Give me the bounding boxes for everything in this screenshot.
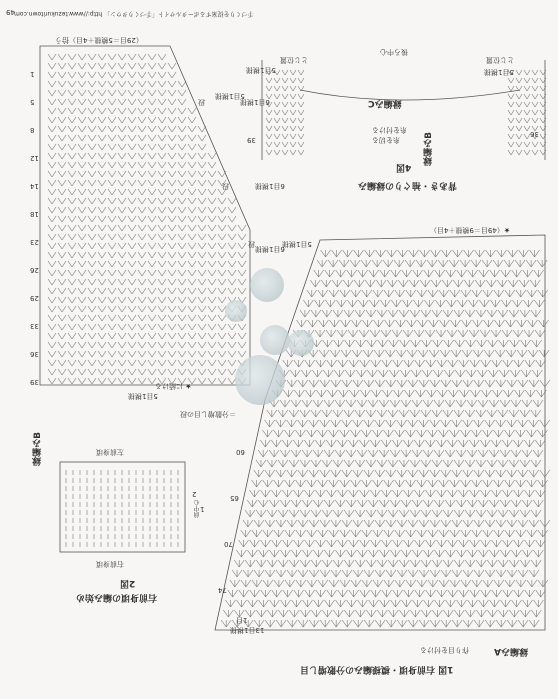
- site-note: 手づくりを提案するポータルサイト「手づくりタウン」 http://www.tezukuritown.com: [14, 10, 254, 17]
- tl-row-number: 33: [30, 322, 39, 330]
- tr-right-pick: とじ位置: [486, 56, 514, 64]
- tl-pattern-6: 6目1模様: [255, 182, 285, 190]
- main-edge-a: 縁編みA: [494, 646, 528, 656]
- main-pattern-13: 13目1模様: [230, 626, 265, 634]
- main-chart-stitches: [221, 250, 550, 627]
- sm-top-label: 左前身頃: [96, 448, 124, 456]
- tr-pat-b: 5目1模様: [484, 68, 514, 76]
- tl-row-number: 39: [30, 378, 39, 386]
- tl-dan-1: 段: [198, 98, 205, 106]
- main-row-number: 70: [224, 540, 233, 548]
- tl-pattern-5: 5目1模様: [215, 92, 245, 100]
- sm-bottom-label: 右前身頃: [96, 560, 124, 568]
- tl-dan-2: 段: [222, 182, 229, 190]
- tr-title-sub: 4図: [396, 162, 412, 172]
- top-left-chart-stitches: [48, 54, 246, 384]
- tr-rows-36: 36: [530, 130, 539, 138]
- tl-row-number: 5: [30, 98, 35, 106]
- sm-title: 右前身頃の編み始め: [76, 592, 158, 602]
- sm-edge-b: 縁編みB: [33, 432, 43, 466]
- tl-row-number: 18: [30, 210, 39, 218]
- main-pattern-6: 6目1模様: [255, 245, 285, 253]
- tl-row-number: 26: [30, 266, 39, 274]
- tr-edge-b: 縁編みB: [424, 132, 434, 166]
- yarn-ball-icon: [288, 330, 314, 356]
- tr-pat-c: 6目1模様: [240, 98, 270, 106]
- top-right-chart-stitches: [266, 70, 546, 155]
- sm-row1: 1: [200, 505, 205, 513]
- tl-row-number: 29: [30, 294, 39, 302]
- tl-row-number: 8: [30, 126, 35, 134]
- main-pattern-1: 1目: [236, 616, 248, 624]
- main-title: 1図 右前身頃・模様編みの分散増し目: [300, 664, 454, 674]
- tl-bottom-label: 5目1模様: [128, 392, 158, 400]
- main-row-number: 60: [236, 448, 245, 456]
- sm-legend: ＝分散増し目の段: [180, 410, 236, 418]
- small-chart-stitches: [66, 470, 178, 547]
- tl-row-number: 1: [30, 70, 35, 78]
- yarn-ball-icon: [250, 268, 284, 302]
- tr-center: 後ろ中心: [380, 48, 408, 56]
- yarn-ball-icon: [225, 300, 247, 322]
- tr-title-main: 背あき・袖ぐりの縁編み: [358, 180, 458, 190]
- tr-rows-39: 39: [247, 136, 256, 144]
- tr-pat-a: 5目1模様: [246, 66, 276, 74]
- main-row-number: 65: [230, 494, 239, 502]
- tl-pickup-note: ★ に続ける: [155, 382, 192, 390]
- tl-row-number: 12: [30, 154, 39, 162]
- tl-row-number: 36: [30, 350, 39, 358]
- tr-edge-c: 縁編みC: [368, 98, 402, 108]
- small-chart-outline: [60, 462, 185, 552]
- main-top-label: ★（49目＝9模様＋4目）: [430, 226, 511, 234]
- main-row-number: 74: [218, 586, 227, 594]
- sm-center: 前中心: [194, 500, 201, 518]
- sm-row2: 2: [192, 490, 197, 498]
- tl-top-label: （29目＝5模様＋4目）拾う: [55, 36, 143, 44]
- page-number: 49: [6, 8, 15, 16]
- tr-start-note: 糸を付ける: [372, 126, 407, 134]
- tl-pattern-5b: 5目1模様: [282, 240, 312, 248]
- yarn-ball-icon: [260, 325, 290, 355]
- sm-fig: 2図: [120, 578, 136, 588]
- tl-row-number: 23: [30, 238, 39, 246]
- main-start: 作り目を付ける: [420, 646, 469, 654]
- yarn-ball-icon: [235, 355, 285, 405]
- tr-left-pick: とじ位置: [280, 56, 308, 64]
- tl-dan-3: 段: [248, 240, 255, 248]
- tl-row-number: 14: [30, 182, 39, 190]
- tr-end-note: 糸を切る: [372, 136, 400, 144]
